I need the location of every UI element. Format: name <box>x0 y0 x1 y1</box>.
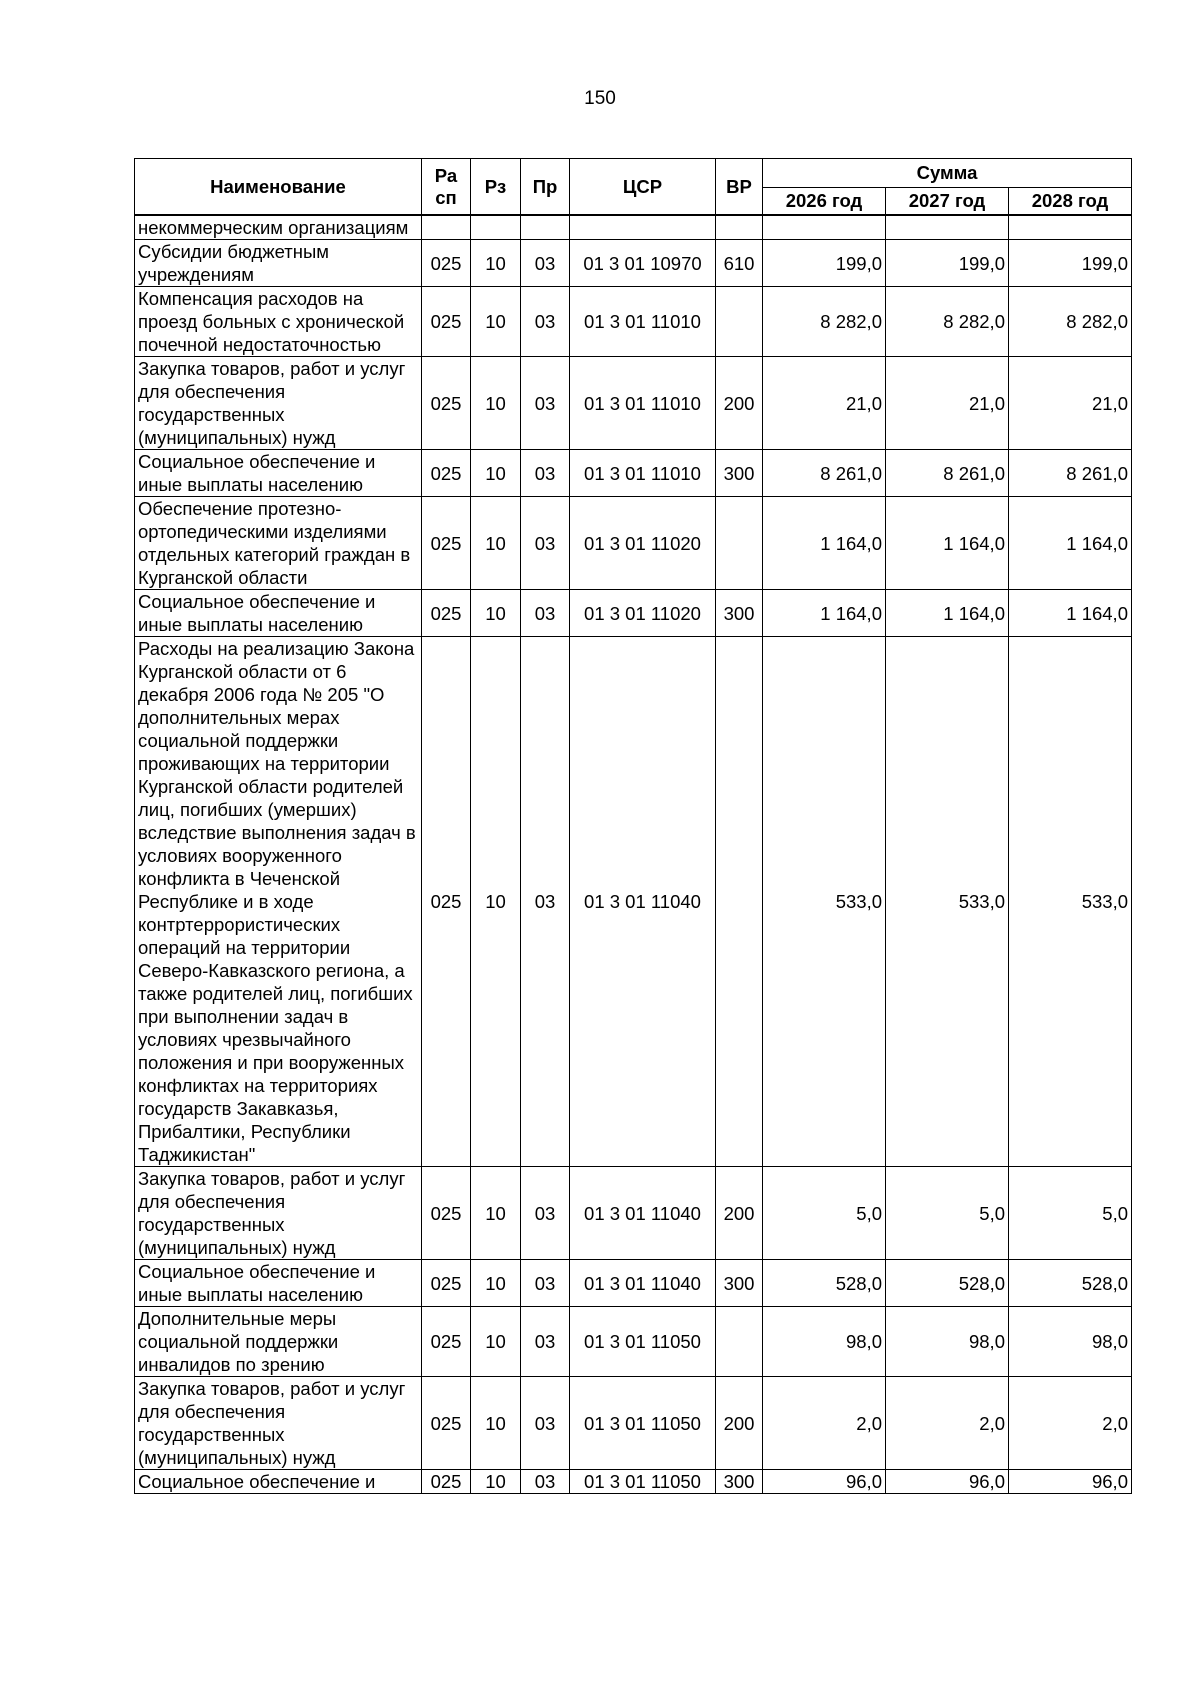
cell-vr: 300 <box>716 590 763 637</box>
cell-name: Закупка товаров, работ и услуг для обеспечения государственных (муниципальных) нужд <box>135 357 422 450</box>
header-csr: ЦСР <box>570 159 716 216</box>
table-row <box>135 1260 1132 1307</box>
cell-y2027: 2,0 <box>886 1377 1009 1470</box>
header-name: Наименование <box>135 159 422 216</box>
page-number: 150 <box>584 88 616 109</box>
cell-csr: 01 3 01 11010 <box>570 450 716 497</box>
cell-csr: 01 3 01 11010 <box>570 357 716 450</box>
cell-rasp: 025 <box>422 240 471 287</box>
table-row <box>135 357 1132 450</box>
cell-y2027: 21,0 <box>886 357 1009 450</box>
cell-y2026: 8 261,0 <box>763 450 886 497</box>
cell-y2026: 21,0 <box>763 357 886 450</box>
cell-pr: 03 <box>521 357 570 450</box>
cell-csr: 01 3 01 11040 <box>570 1260 716 1307</box>
cell-vr: 200 <box>716 1167 763 1260</box>
cell-y2027: 528,0 <box>886 1260 1009 1307</box>
cell-y2027: 5,0 <box>886 1167 1009 1260</box>
cell-pr: 03 <box>521 497 570 590</box>
cell-y2028: 1 164,0 <box>1009 590 1132 637</box>
cell-rz: 10 <box>471 1377 521 1470</box>
cell-vr <box>716 215 763 240</box>
cell-csr: 01 3 01 11050 <box>570 1470 716 1494</box>
cell-y2026 <box>763 215 886 240</box>
cell-y2028: 96,0 <box>1009 1470 1132 1494</box>
cell-rasp: 025 <box>422 1470 471 1494</box>
cell-vr: 610 <box>716 240 763 287</box>
cell-rz: 10 <box>471 1470 521 1494</box>
cell-y2026: 98,0 <box>763 1307 886 1377</box>
cell-vr <box>716 1307 763 1377</box>
table-row <box>135 590 1132 637</box>
cell-y2027: 533,0 <box>886 637 1009 1167</box>
cell-pr: 03 <box>521 590 570 637</box>
cell-rz: 10 <box>471 357 521 450</box>
cell-y2027: 8 261,0 <box>886 450 1009 497</box>
cell-rz: 10 <box>471 1167 521 1260</box>
cell-y2028: 8 261,0 <box>1009 450 1132 497</box>
cell-vr <box>716 497 763 590</box>
cell-name: Закупка товаров, работ и услуг для обеспечения государственных (муниципальных) нужд <box>135 1167 422 1260</box>
cell-rasp <box>422 215 471 240</box>
header-pr: Пр <box>521 159 570 216</box>
cell-pr <box>521 215 570 240</box>
cell-y2026: 96,0 <box>763 1470 886 1494</box>
cell-y2028: 98,0 <box>1009 1307 1132 1377</box>
cell-csr: 01 3 01 11050 <box>570 1377 716 1470</box>
header-summa: Сумма <box>763 159 1132 188</box>
cell-y2028: 199,0 <box>1009 240 1132 287</box>
table-row <box>135 287 1132 357</box>
table-row <box>135 637 1132 1167</box>
cell-vr: 300 <box>716 1260 763 1307</box>
cell-y2027: 8 282,0 <box>886 287 1009 357</box>
cell-name: Социальное обеспечение и <box>135 1470 422 1494</box>
cell-rasp: 025 <box>422 1167 471 1260</box>
cell-y2027: 1 164,0 <box>886 590 1009 637</box>
cell-y2028: 5,0 <box>1009 1167 1132 1260</box>
cell-rasp: 025 <box>422 357 471 450</box>
cell-vr: 200 <box>716 357 763 450</box>
header-year-2026: 2026 год <box>763 188 886 216</box>
table-row <box>135 1377 1132 1470</box>
cell-y2027: 98,0 <box>886 1307 1009 1377</box>
cell-vr: 300 <box>716 450 763 497</box>
table-body <box>135 215 1132 1494</box>
cell-rz: 10 <box>471 240 521 287</box>
cell-y2028 <box>1009 215 1132 240</box>
cell-vr: 300 <box>716 1470 763 1494</box>
table-row <box>135 450 1132 497</box>
cell-vr <box>716 287 763 357</box>
cell-y2027: 1 164,0 <box>886 497 1009 590</box>
table-row <box>135 497 1132 590</box>
header-year-2027: 2027 год <box>886 188 1009 216</box>
header-year-2028: 2028 год <box>1009 188 1132 216</box>
cell-name: Социальное обеспечение и иные выплаты населению <box>135 590 422 637</box>
cell-pr: 03 <box>521 1377 570 1470</box>
cell-rasp: 025 <box>422 287 471 357</box>
cell-y2027: 96,0 <box>886 1470 1009 1494</box>
cell-name: Дополнительные меры социальной поддержки инвалидов по зрению <box>135 1307 422 1377</box>
cell-rz: 10 <box>471 637 521 1167</box>
cell-rz: 10 <box>471 590 521 637</box>
cell-rasp: 025 <box>422 590 471 637</box>
cell-vr: 200 <box>716 1377 763 1470</box>
cell-name: Социальное обеспечение и иные выплаты населению <box>135 1260 422 1307</box>
cell-y2028: 21,0 <box>1009 357 1132 450</box>
cell-y2026: 2,0 <box>763 1377 886 1470</box>
cell-y2028: 8 282,0 <box>1009 287 1132 357</box>
cell-pr: 03 <box>521 1307 570 1377</box>
cell-y2026: 8 282,0 <box>763 287 886 357</box>
cell-y2027 <box>886 215 1009 240</box>
table-row <box>135 215 1132 240</box>
cell-vr <box>716 637 763 1167</box>
cell-csr: 01 3 01 11050 <box>570 1307 716 1377</box>
cell-rz: 10 <box>471 1307 521 1377</box>
cell-rz: 10 <box>471 1260 521 1307</box>
cell-name: Компенсация расходов на проезд больных с хронической почечной недостаточностью <box>135 287 422 357</box>
cell-y2028: 1 164,0 <box>1009 497 1132 590</box>
cell-pr: 03 <box>521 240 570 287</box>
cell-y2028: 528,0 <box>1009 1260 1132 1307</box>
cell-csr: 01 3 01 10970 <box>570 240 716 287</box>
cell-y2026: 5,0 <box>763 1167 886 1260</box>
cell-name: Субсидии бюджетным учреждениям <box>135 240 422 287</box>
table-row <box>135 1470 1132 1494</box>
cell-y2026: 1 164,0 <box>763 497 886 590</box>
cell-csr <box>570 215 716 240</box>
cell-y2028: 2,0 <box>1009 1377 1132 1470</box>
cell-y2026: 533,0 <box>763 637 886 1167</box>
cell-rz: 10 <box>471 497 521 590</box>
cell-rz: 10 <box>471 450 521 497</box>
cell-pr: 03 <box>521 450 570 497</box>
cell-y2027: 199,0 <box>886 240 1009 287</box>
cell-name: Расходы на реализацию Закона Курганской области от 6 декабря 2006 года № 205 "О дополнительных мерах социальной поддержки проживающих на территории Курганской области родителей лиц, погибших (умерших) вследствие выполнения задач в условиях вооруженного конфликта в Чеченской Республике и в ходе контртеррористических операций на территории Северо-Кавказского региона, а также родителей лиц, погибших при выполнении задач в условиях чрезвычайного положения и при вооруженных конфликтах на территориях государств Закавказья, Прибалтики, Республики Таджикистан" <box>135 637 422 1167</box>
table-row <box>135 1167 1132 1260</box>
cell-y2026: 1 164,0 <box>763 590 886 637</box>
cell-pr: 03 <box>521 287 570 357</box>
cell-rasp: 025 <box>422 1377 471 1470</box>
table-row <box>135 1307 1132 1377</box>
cell-rasp: 025 <box>422 1260 471 1307</box>
cell-rz <box>471 215 521 240</box>
cell-csr: 01 3 01 11020 <box>570 497 716 590</box>
cell-rz: 10 <box>471 287 521 357</box>
cell-name: Социальное обеспечение и иные выплаты населению <box>135 450 422 497</box>
cell-y2026: 528,0 <box>763 1260 886 1307</box>
cell-csr: 01 3 01 11020 <box>570 590 716 637</box>
cell-rasp: 025 <box>422 637 471 1167</box>
cell-csr: 01 3 01 11040 <box>570 637 716 1167</box>
cell-csr: 01 3 01 11040 <box>570 1167 716 1260</box>
cell-rasp: 025 <box>422 1307 471 1377</box>
cell-pr: 03 <box>521 1260 570 1307</box>
cell-rasp: 025 <box>422 450 471 497</box>
header-rasp: Ра сп <box>422 159 471 216</box>
cell-name: Обеспечение протезно-ортопедическими изделиями отдельных категорий граждан в Курганской области <box>135 497 422 590</box>
header-rz: Рз <box>471 159 521 216</box>
cell-rasp: 025 <box>422 497 471 590</box>
cell-y2028: 533,0 <box>1009 637 1132 1167</box>
cell-name: Закупка товаров, работ и услуг для обеспечения государственных (муниципальных) нужд <box>135 1377 422 1470</box>
cell-pr: 03 <box>521 1167 570 1260</box>
table-row <box>135 240 1132 287</box>
cell-pr: 03 <box>521 1470 570 1494</box>
budget-table <box>134 158 1132 1494</box>
cell-pr: 03 <box>521 637 570 1167</box>
header-vr: ВР <box>716 159 763 216</box>
cell-y2026: 199,0 <box>763 240 886 287</box>
cell-name: некоммерческим организациям <box>135 215 422 240</box>
cell-csr: 01 3 01 11010 <box>570 287 716 357</box>
